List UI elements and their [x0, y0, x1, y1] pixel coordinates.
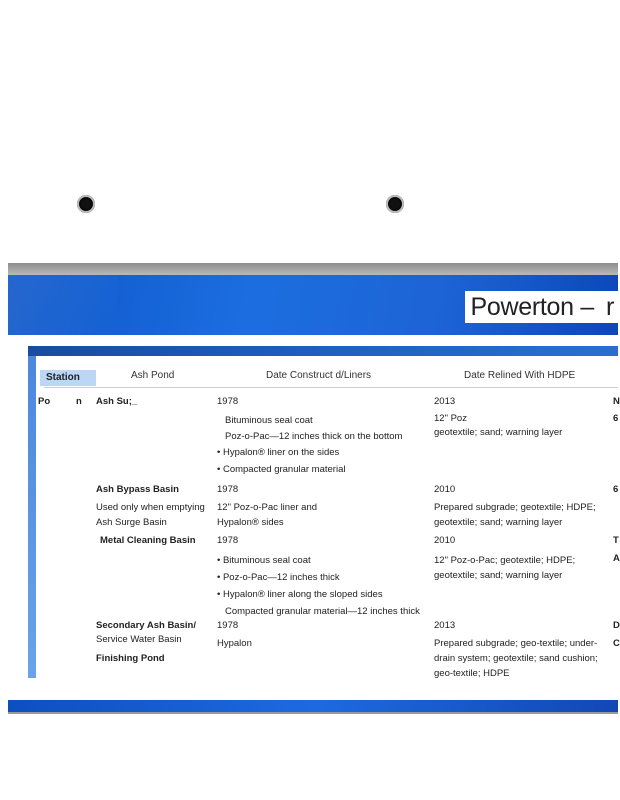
row-ash-surge-constructed-line: • Compacted granular material: [217, 462, 345, 478]
row-ash-bypass-constructed-line: Hypalon® sides: [217, 517, 284, 528]
slide-title-box: [465, 291, 619, 323]
table-panel-top-bar: [28, 346, 618, 356]
row-metal-cleaning-relined-line: 12" Poz-o-Pac; geotextile; HDPE;: [434, 555, 576, 566]
row-ash-surge-edge: N: [613, 396, 620, 407]
row-secondary-ash-constructed-year: 1978: [217, 620, 239, 631]
punch-hole-left: [77, 195, 95, 213]
row-ash-surge-relined-year: 2013: [434, 396, 456, 407]
row-finishing-pond-name: Finishing Pond: [96, 653, 165, 664]
table-body: [36, 356, 618, 678]
row-ash-bypass-constructed-year: 1978: [217, 484, 239, 495]
row-metal-cleaning-constructed-line: Compacted granular material—12 inches thick: [225, 606, 420, 617]
row-metal-cleaning-relined-year: 2010: [434, 535, 456, 546]
slide-bottom-bar: [8, 700, 618, 712]
header-divider: [44, 387, 618, 388]
row-ash-surge-name: Ash Su;_: [96, 396, 138, 407]
header-ash-pond: Ash Pond: [131, 370, 175, 381]
punch-hole-right: [386, 195, 404, 213]
row-secondary-ash-edge: D: [613, 620, 620, 631]
station-label: Po: [38, 396, 51, 407]
row-ash-bypass-sub: Used only when emptying: [96, 502, 205, 513]
row-ash-bypass-relined-line: Prepared subgrade; geotextile; HDPE;: [434, 502, 596, 513]
row-metal-cleaning-constructed-line: • Poz-o-Pac—12 inches thick: [217, 570, 340, 586]
row-ash-bypass-sub: Ash Surge Basin: [96, 517, 167, 528]
row-ash-surge-constructed-year: 1978: [217, 396, 239, 407]
row-metal-cleaning-name: Metal Cleaning Basin: [100, 535, 196, 546]
station-label-right: n: [76, 396, 82, 407]
row-ash-surge-relined-line: 12" Poz: [434, 413, 467, 424]
row-secondary-ash-name: Secondary Ash Basin/: [96, 620, 196, 631]
header-date-constructed: Date Construct d/Liners: [266, 370, 372, 381]
row-secondary-ash-constructed-line: Hypalon: [217, 638, 252, 649]
table-panel-left-bar: [28, 356, 36, 678]
row-metal-cleaning-edge: A: [613, 553, 620, 564]
row-secondary-ash-relined-line: Prepared subgrade; geo-textile; under-: [434, 638, 598, 649]
row-ash-bypass-relined-year: 2010: [434, 484, 456, 495]
row-metal-cleaning-constructed-line: • Hypalon® liner along the sloped sides: [217, 587, 383, 603]
row-ash-bypass-name: Ash Bypass Basin: [96, 484, 179, 495]
table-panel: [28, 346, 618, 678]
banner-stripe: [8, 275, 118, 335]
slide-title: Powerton –: [470, 292, 594, 321]
row-ash-bypass-relined-line: geotextile; sand; warning layer: [434, 517, 563, 528]
row-ash-surge-relined-line: geotextile; sand; warning layer: [434, 427, 563, 438]
row-ash-surge-edge: 6: [613, 413, 619, 424]
slide-title-banner: [8, 275, 618, 335]
row-secondary-ash-sub: Service Water Basin: [96, 634, 182, 645]
row-ash-bypass-constructed-line: 12" Poz-o-Pac liner and: [217, 502, 318, 513]
row-metal-cleaning-relined-line: geotextile; sand; warning layer: [434, 570, 563, 581]
row-secondary-ash-edge: C: [613, 638, 620, 649]
slide-title-suffix: r: [605, 292, 614, 321]
row-metal-cleaning-edge: T: [613, 535, 619, 546]
slide-top-bar: [8, 263, 618, 275]
row-metal-cleaning-constructed-line: • Bituminous seal coat: [217, 553, 311, 569]
row-secondary-ash-relined-line: geo-textile; HDPE: [434, 668, 510, 679]
row-ash-surge-constructed-line: • Hypalon® liner on the sides: [217, 445, 339, 461]
header-date-relined: Date Relined With HDPE: [464, 370, 576, 381]
row-secondary-ash-relined-line: drain system; geotextile; sand cushion;: [434, 653, 598, 664]
row-metal-cleaning-constructed-year: 1978: [217, 535, 239, 546]
row-ash-surge-constructed-line: Bituminous seal coat: [225, 415, 313, 426]
header-station: Station: [40, 370, 96, 386]
row-ash-bypass-edge: 6: [613, 484, 619, 495]
row-secondary-ash-relined-year: 2013: [434, 620, 456, 631]
row-ash-surge-constructed-line: Poz-o-Pac—12 inches thick on the bottom: [225, 431, 403, 442]
